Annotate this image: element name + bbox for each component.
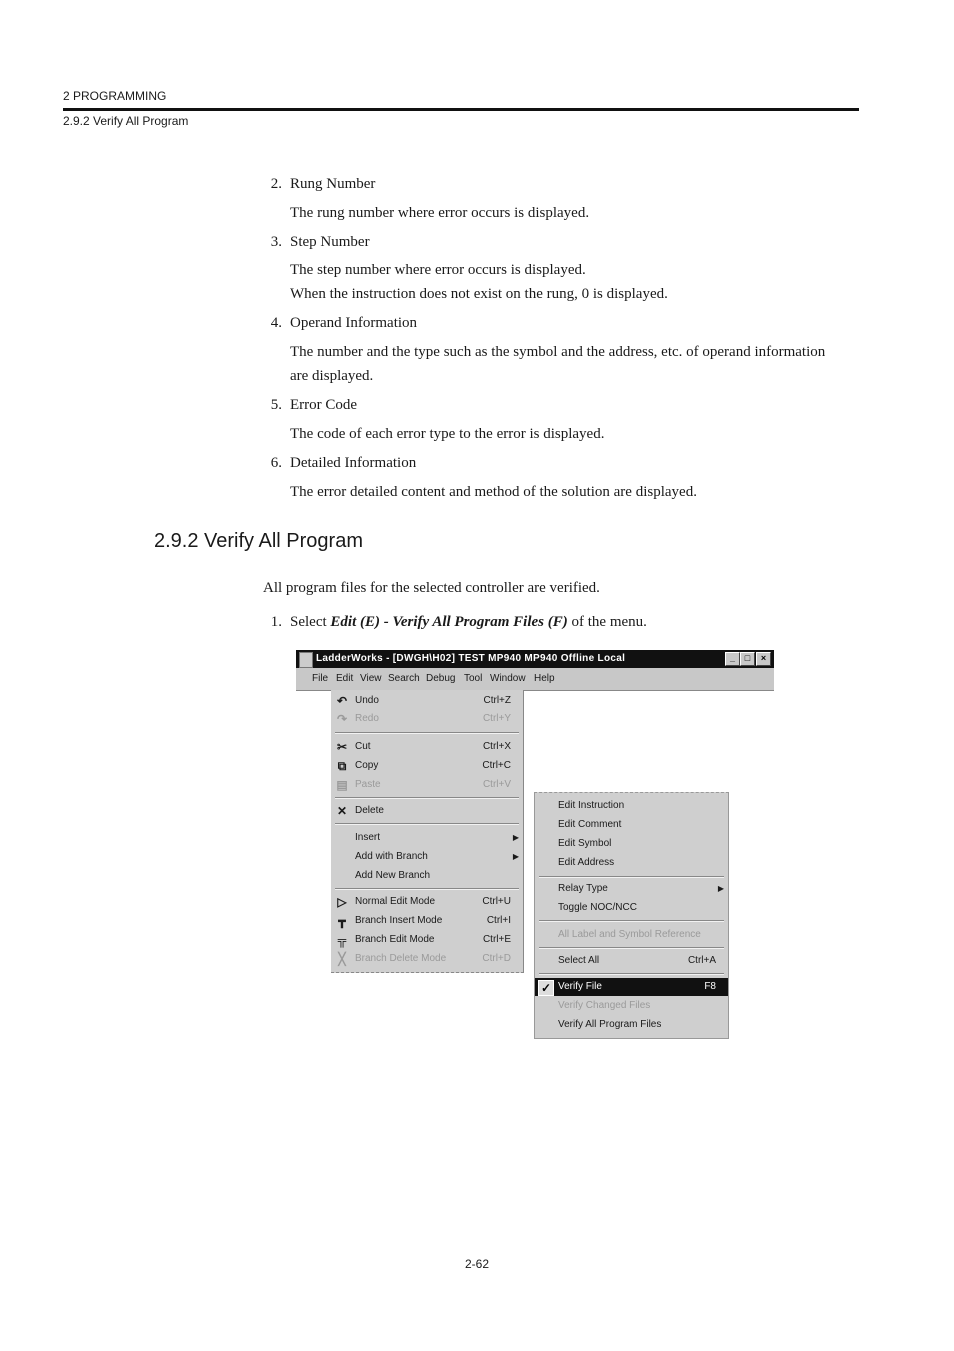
list-item-number: 3. xyxy=(270,234,282,250)
section-intro: All program files for the selected controller are verified. xyxy=(263,580,600,596)
menu-screenshot xyxy=(296,650,774,1040)
paste-icon: ▤ xyxy=(336,778,348,792)
list-item-body: The code of each error type to the error is displayed. xyxy=(290,426,605,442)
menu-item-edit-address[interactable]: Edit Address xyxy=(558,857,615,868)
delete-icon: ✕ xyxy=(336,804,348,818)
list-item-body: The error detailed content and method of the solution are displayed. xyxy=(290,484,697,500)
menu-file[interactable]: File xyxy=(312,673,329,684)
list-item-number: 2. xyxy=(270,176,282,192)
menu-tool[interactable]: Tool xyxy=(464,673,483,684)
copy-icon: ⧉ xyxy=(337,759,347,773)
menu-item-edit-symbol[interactable]: Edit Symbol xyxy=(558,838,612,849)
menu-item-branch-insert-mode[interactable]: ┳ Branch Insert Mode Ctrl+I xyxy=(331,912,523,930)
menu-separator xyxy=(335,888,519,890)
running-header-section: 2.9.2 Verify All Program xyxy=(63,114,189,128)
menu-item-delete[interactable]: ✕ Delete xyxy=(336,804,384,818)
app-icon xyxy=(299,652,313,668)
list-item-number: 4. xyxy=(270,315,282,331)
branch-insert-icon: ┳ xyxy=(338,914,346,928)
menu-view[interactable]: View xyxy=(360,673,382,684)
step-number: 1. xyxy=(270,614,282,630)
list-item-body: The rung number where error occurs is displayed. xyxy=(290,205,590,221)
menu-item-undo[interactable]: ↶ Undo Ctrl+Z xyxy=(336,694,511,708)
step-menu-path: Edit (E) - Verify All Program Files (F) xyxy=(330,614,568,630)
checkmark-icon: ✓ xyxy=(538,980,554,996)
list-item-title: Step Number xyxy=(290,234,370,250)
list-item-title: Rung Number xyxy=(290,176,376,192)
redo-icon: ↷ xyxy=(336,712,348,726)
menu-item-cut[interactable]: ✂ Cut Ctrl+X xyxy=(336,740,511,754)
menu-item-relay-type[interactable]: Relay Type ▶ xyxy=(535,880,728,898)
menu-item-insert[interactable]: Insert ▶ xyxy=(331,829,523,847)
list-item-title: Detailed Information xyxy=(290,455,417,471)
section-heading: 2.9.2 Verify All Program xyxy=(154,530,363,552)
submenu-arrow-icon: ▶ xyxy=(512,852,519,861)
list-item-title: Error Code xyxy=(290,397,358,413)
menu-debug[interactable]: Debug xyxy=(426,673,456,684)
menubar xyxy=(296,668,774,691)
submenu-arrow-icon: ▶ xyxy=(717,884,724,893)
menu-item-verify-all-program-files[interactable]: Verify All Program Files xyxy=(558,1019,662,1030)
branch-edit-icon: ╦ xyxy=(337,933,347,947)
menu-item-add-new-branch[interactable]: Add New Branch xyxy=(355,870,431,881)
branch-delete-icon: ╳ xyxy=(338,952,346,966)
menu-item-add-with-branch[interactable]: Add with Branch ▶ xyxy=(331,848,523,866)
menu-separator xyxy=(539,876,724,878)
step-text: Select Edit (E) - Verify All Program Files (F) of the menu. xyxy=(290,614,647,630)
menu-item-edit-comment[interactable]: Edit Comment xyxy=(558,819,622,830)
undo-icon: ↶ xyxy=(336,694,348,708)
menu-separator xyxy=(335,823,519,825)
header-rule xyxy=(63,108,859,111)
page-number: 2-62 xyxy=(464,1257,490,1271)
list-item-number: 6. xyxy=(270,455,282,471)
list-item-body: The step number where error occurs is displayed. xyxy=(290,262,586,278)
window-titlebar xyxy=(296,650,774,668)
menu-item-edit-instruction[interactable]: Edit Instruction xyxy=(558,800,625,811)
list-item-title: Operand Information xyxy=(290,315,418,331)
menu-item-branch-edit-mode[interactable]: ╦ Branch Edit Mode Ctrl+E xyxy=(331,931,523,949)
menu-item-redo[interactable]: ↷ Redo Ctrl+Y xyxy=(336,712,511,726)
menu-edit[interactable]: Edit xyxy=(336,673,354,684)
menu-item-copy[interactable]: ⧉ Copy Ctrl+C xyxy=(331,757,523,775)
running-header-chapter: 2 PROGRAMMING xyxy=(63,89,167,103)
menu-help[interactable]: Help xyxy=(534,673,555,684)
maximize-button[interactable]: □ xyxy=(740,652,755,666)
edit-menu xyxy=(331,690,524,973)
edit-menu-continued xyxy=(534,792,729,1039)
list-item-body: When the instruction does not exist on the rung, 0 is displayed. xyxy=(290,286,668,302)
menu-window[interactable]: Window xyxy=(490,673,526,684)
normal-edit-icon: ▷ xyxy=(337,895,347,909)
window-title: LadderWorks - [DWGH\H02] TEST MP940 MP940 Offline Local xyxy=(316,653,626,664)
menu-item-label-symbol-reference[interactable]: All Label and Symbol Reference xyxy=(558,929,701,940)
close-button[interactable]: × xyxy=(756,652,771,666)
menu-separator xyxy=(335,797,519,799)
menu-search[interactable]: Search xyxy=(388,673,420,684)
menu-item-normal-edit-mode[interactable]: ▷ Normal Edit Mode Ctrl+U xyxy=(331,893,523,911)
menu-item-paste[interactable]: ▤ Paste Ctrl+V xyxy=(336,778,511,792)
cut-icon: ✂ xyxy=(336,740,348,754)
menu-separator xyxy=(539,920,724,922)
menu-separator xyxy=(335,732,519,734)
menu-item-toggle-noc-ncc[interactable]: Toggle NOC/NCC xyxy=(558,902,637,913)
submenu-arrow-icon: ▶ xyxy=(512,833,519,842)
menu-separator xyxy=(539,947,724,949)
minimize-button[interactable]: _ xyxy=(725,652,740,666)
menu-item-select-all[interactable]: Select All Ctrl+A xyxy=(558,955,716,966)
list-item-body: The number and the type such as the symbol and the address, etc. of operand information xyxy=(290,344,826,360)
menu-item-verify-changed-files[interactable]: Verify Changed Files xyxy=(558,1000,651,1011)
menu-item-branch-delete-mode[interactable]: ╳ Branch Delete Mode Ctrl+D xyxy=(331,950,523,968)
menu-separator xyxy=(539,973,724,975)
list-item-body: are displayed. xyxy=(290,368,374,384)
list-item-number: 5. xyxy=(270,397,282,413)
menu-item-verify-file[interactable]: ✓ Verify File F8 xyxy=(535,978,728,996)
